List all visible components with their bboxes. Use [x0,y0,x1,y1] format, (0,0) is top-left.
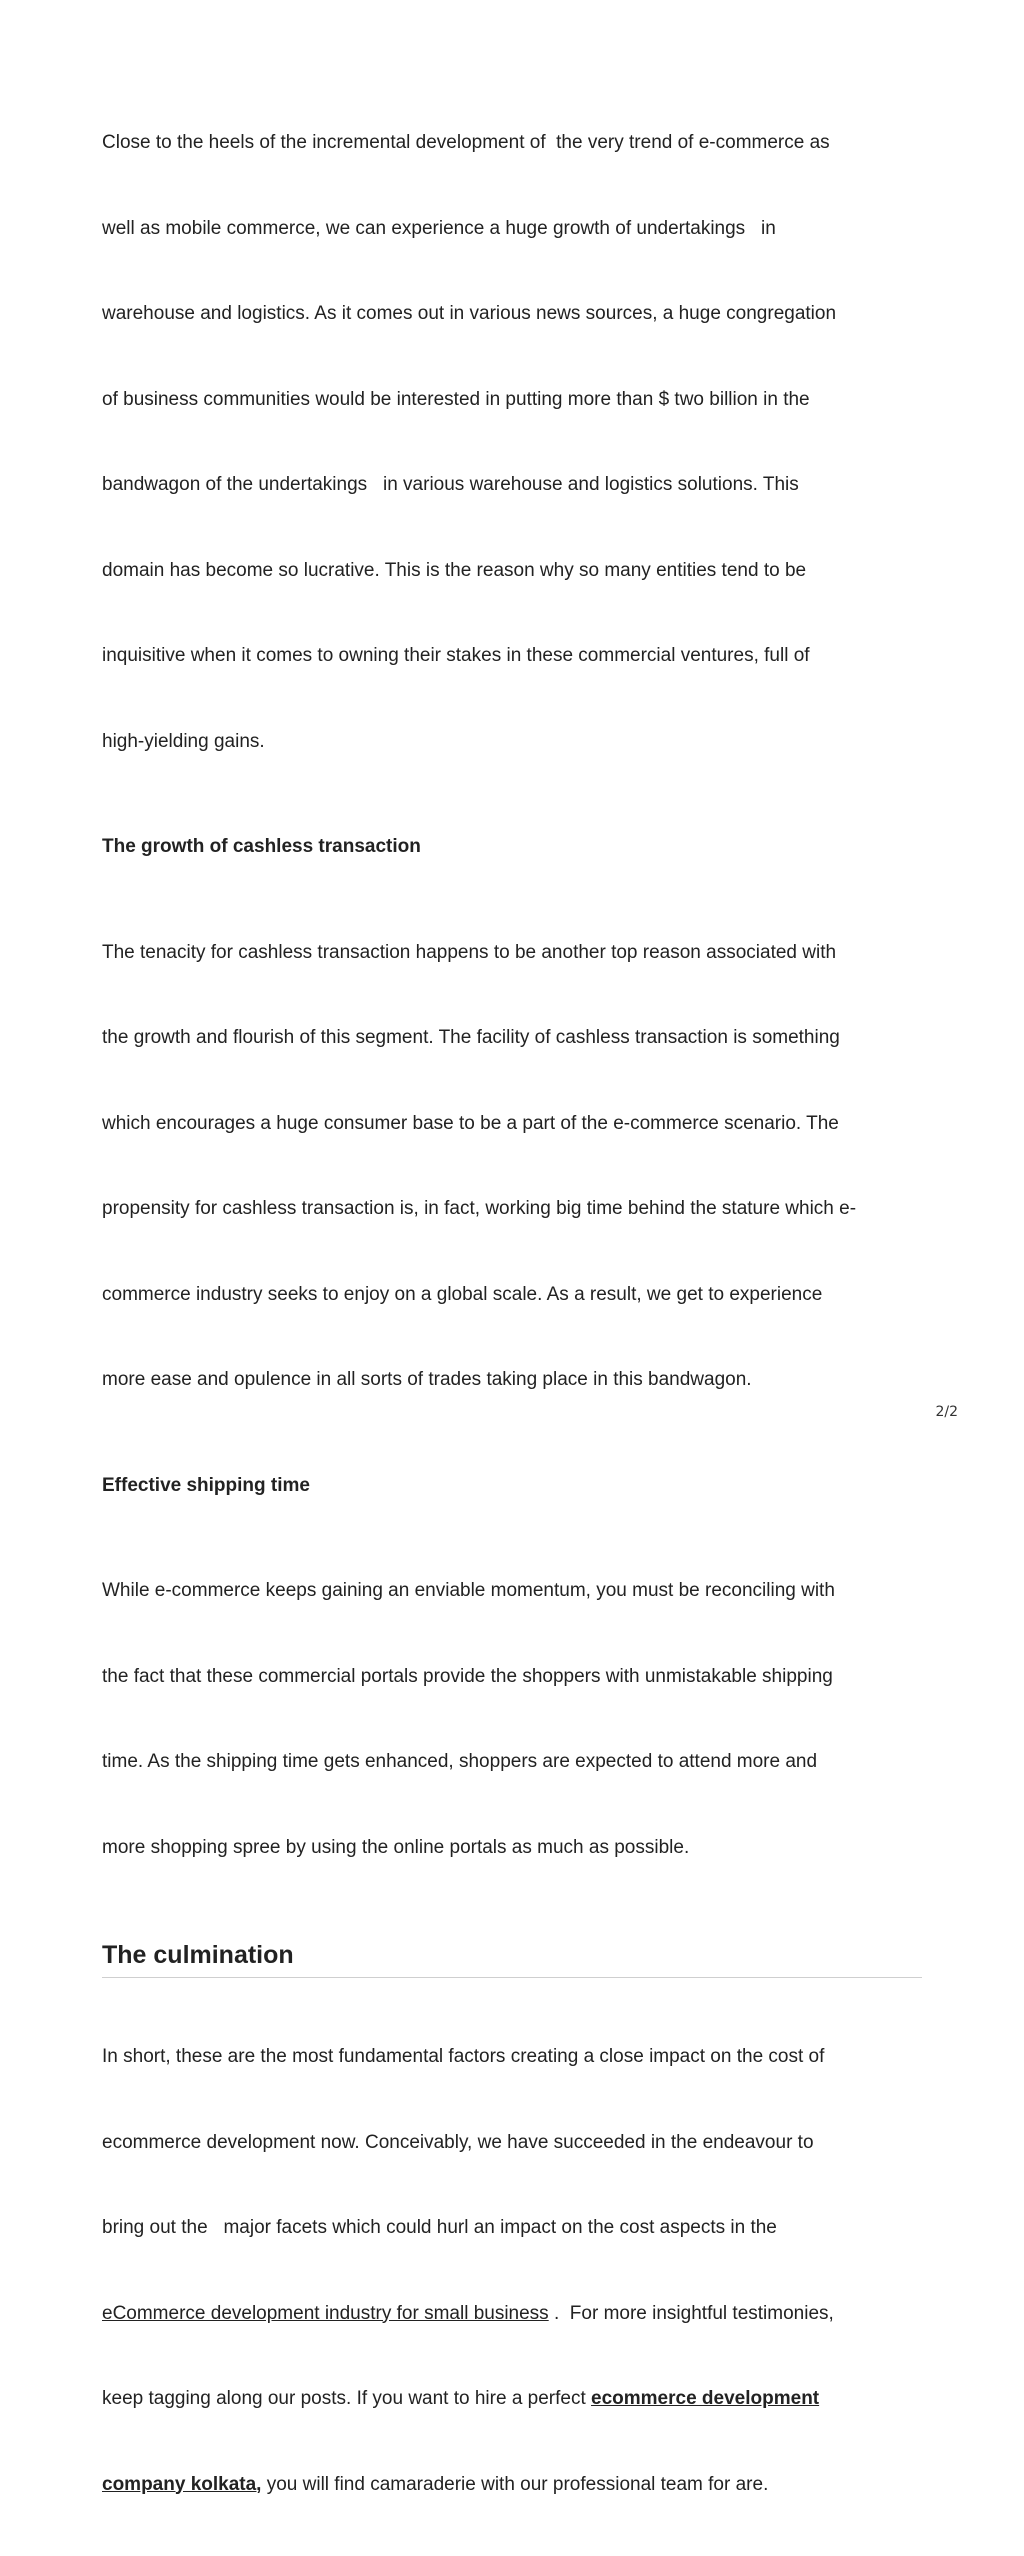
text-line [102,2300,922,2329]
link-trailing-text: . For more insightful testimonies, [548,2302,834,2324]
text-line [102,2471,922,2500]
culmination-paragraph [102,1986,922,2556]
ecommerce-company-link-part-2[interactable]: company kolkata, [102,2473,262,2495]
hire-text: keep tagging along our posts. If you want to hire a perfect [102,2388,592,2409]
cashless-paragraph [102,882,922,1452]
text-line: The tenacity for cashless transaction happens to be another top reason associated with [102,941,837,963]
text-line: warehouse and logistics. As it comes out in various news sources, a huge congregation [102,303,837,324]
text-line: more ease and opulence in all sorts of trades taking place in this bandwagon. [102,1369,752,1390]
text-line: time. As the shipping time gets enhanced, shoppers are expected to attend more and [102,1751,818,1772]
text-line: well as mobile commerce, we can experience a huge growth of undertakings in [102,217,776,239]
text-line: propensity for cashless transaction is, in fact, working big time behind the stature which e- [102,1198,857,1219]
text-line: which encourages a huge consumer base to be a part of the e-commerce scenario. The [102,1112,839,1134]
culmination-heading: The culmination [102,1937,922,1978]
text-line: of business communities would be interested in putting more than $ two billion in the [102,388,810,410]
closing-text: you will find camaraderie with our professional team for are. [261,2473,769,2495]
text-line: ecommerce development now. Conceivably, we have succeeded in the endeavour to [102,2131,814,2153]
text-line: Close to the heels of the incremental development of the very trend of e-commerce as [102,132,830,153]
shipping-heading: Effective shipping time [102,1474,310,1496]
shipping-paragraph [102,1520,922,1919]
text-line: inquisitive when it comes to owning their stakes in these commercial ventures, full of [102,645,810,666]
cashless-heading: The growth of cashless transaction [102,836,421,857]
text-line: commerce industry seeks to enjoy on a global scale. As a result, we get to experience [102,1283,823,1305]
text-line: domain has become so lucrative. This is the reason why so many entities tend to be [102,559,807,581]
intro-paragraph [102,72,922,813]
ecommerce-small-business-link[interactable]: eCommerce development industry for small business [102,2302,549,2324]
ecommerce-company-link-part-1[interactable]: ecommerce development [591,2388,820,2409]
text-line: more shopping spree by using the online portals as much as possible. [102,1836,690,1858]
text-line [102,2385,922,2414]
page-number: 2/2 [935,1404,958,1420]
text-line: the fact that these commercial portals provide the shoppers with unmistakable shipping [102,1665,833,1687]
document-page [102,72,922,2556]
text-line: In short, these are the most fundamental factors creating a close impact on the cost of [102,2046,825,2067]
text-line: bring out the major facets which could hurl an impact on the cost aspects in the [102,2217,777,2238]
text-line: While e-commerce keeps gaining an enviable momentum, you must be reconciling with [102,1580,835,1601]
text-line: bandwagon of the undertakings in various warehouse and logistics solutions. This [102,474,799,495]
text-line: high-yielding gains. [102,730,265,752]
text-line: the growth and flourish of this segment. The facility of cashless transaction is something [102,1027,840,1048]
